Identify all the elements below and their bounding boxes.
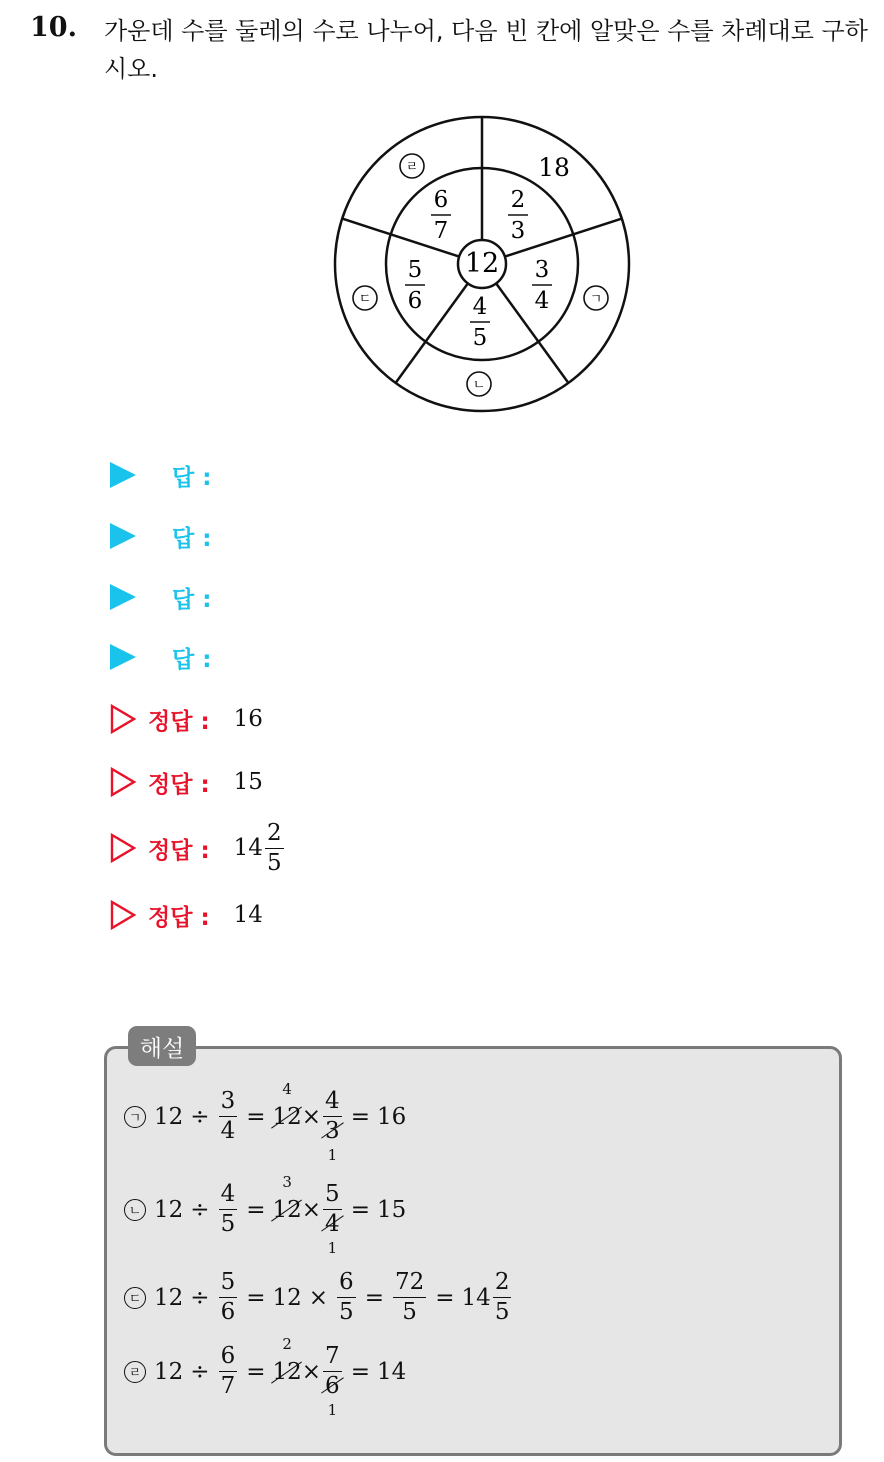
reciprocal-fraction: [337, 1271, 356, 1324]
solution-label: 정답 :: [148, 837, 210, 864]
divide-sign: ÷: [190, 1196, 210, 1223]
outer-marker-nieun: [467, 372, 491, 396]
play-triangle-icon: [110, 584, 136, 610]
divisor-fraction: [219, 1183, 238, 1236]
play-triangle-icon: [110, 644, 136, 670]
multiplicand: 12: [272, 1284, 302, 1311]
cancelled-value: 3: [325, 1118, 340, 1144]
reduced-value: 3: [282, 1172, 292, 1191]
inner-fraction-2-num: 3: [534, 257, 550, 283]
cancelled-number: [272, 1079, 302, 1130]
reduced-value: 4: [282, 1079, 292, 1098]
marker-rieul-text: ㄹ: [405, 160, 419, 175]
solution-value-mixed: [233, 819, 286, 876]
equals-sign: =: [246, 1196, 266, 1223]
answer-row-4: [110, 642, 211, 672]
times-sign: ×: [301, 1103, 322, 1130]
outline-triangle-icon: [110, 767, 136, 797]
cancelled-value: 12: [272, 1103, 302, 1130]
play-triangle-icon: [110, 462, 136, 488]
cancelled-denominator: [323, 1372, 342, 1419]
cancelled-value: 12: [272, 1358, 302, 1385]
inner-fraction-1: [508, 187, 528, 244]
inner-fraction-4: [405, 257, 425, 314]
play-triangle-icon: [110, 523, 136, 549]
outer-marker-rieul: [400, 154, 424, 178]
solution-row-3: [110, 819, 286, 876]
fraction-denominator: 5: [494, 1299, 510, 1325]
divide-sign: ÷: [190, 1358, 210, 1385]
outline-triangle-icon: [110, 704, 136, 734]
solution-label: 정답 :: [148, 904, 210, 931]
fraction-numerator: 2: [265, 822, 284, 849]
mixed-whole: 14: [461, 1284, 491, 1311]
answer-label: 답 :: [172, 646, 212, 673]
solution-row-4: [110, 895, 263, 935]
fraction-denominator: 7: [220, 1373, 236, 1399]
fraction-numerator: 6: [219, 1345, 238, 1372]
inner-fraction-4-den: 6: [407, 288, 423, 314]
mixed-fraction: [265, 819, 284, 876]
fraction-numerator: 5: [219, 1271, 238, 1298]
marker-circle: ㄷ: [124, 1287, 146, 1309]
outline-triangle-icon: [110, 900, 136, 930]
cancelled-value: 12: [272, 1196, 302, 1223]
reduced-value: 1: [327, 1401, 338, 1419]
solution-row-1: [110, 699, 263, 739]
outer-value-18: 18: [538, 153, 570, 182]
solution-label: 정답 :: [148, 771, 210, 798]
solution-row-2: [110, 762, 263, 802]
fraction-numerator: 5: [323, 1183, 342, 1210]
fraction-denominator: 5: [402, 1299, 417, 1325]
marker-giyeok-text: ㄱ: [589, 292, 603, 307]
explanation-tab: 해설: [128, 1026, 196, 1066]
fraction-numerator: 4: [323, 1090, 342, 1117]
equals-sign: =: [364, 1284, 384, 1311]
marker-circle: ㄹ: [124, 1361, 146, 1383]
fraction-denominator: 6: [220, 1299, 236, 1325]
reduced-value: 1: [327, 1239, 338, 1257]
wheel-spoke-4: [396, 283, 468, 383]
answer-row-2: [110, 521, 211, 551]
reciprocal-fraction: [323, 1343, 342, 1419]
solution-label: 정답 :: [148, 708, 210, 735]
inner-fraction-5-num: 6: [433, 187, 449, 213]
inner-fraction-2-den: 4: [534, 288, 550, 314]
dividend: 12: [154, 1358, 184, 1385]
fraction-numerator: 6: [337, 1271, 356, 1298]
divide-sign: ÷: [190, 1284, 210, 1311]
equals-sign: =: [350, 1358, 370, 1385]
answer-row-3: [110, 582, 211, 612]
fraction-denominator: 4: [220, 1118, 236, 1144]
wheel-spoke-3: [496, 283, 568, 383]
fraction-numerator: 7: [323, 1345, 342, 1372]
marker-digeut-text: ㄷ: [358, 292, 372, 307]
fraction-numerator: 4: [219, 1183, 238, 1210]
divisor-fraction: [219, 1271, 238, 1324]
marker-circle: ㄴ: [124, 1199, 146, 1221]
answer-label: 답 :: [172, 464, 212, 491]
divide-sign: ÷: [190, 1103, 210, 1130]
dividend: 12: [154, 1196, 184, 1223]
outer-marker-giyeok: [584, 286, 608, 310]
cancelled-value: 4: [325, 1211, 340, 1237]
fraction-numerator: 72: [393, 1271, 426, 1298]
reduced-value: 2: [282, 1334, 292, 1353]
equals-sign: =: [246, 1284, 266, 1311]
cancelled-denominator: [323, 1210, 342, 1257]
inner-fraction-3-den: 5: [472, 325, 488, 351]
marker-nieun-text: ㄴ: [472, 378, 486, 393]
solution-value: 15: [233, 769, 263, 795]
question-text: 가운데 수를 둘레의 수로 나누어, 다음 빈 칸에 알맞은 수를 차례대로 구하시오.: [104, 17, 868, 83]
explanation-line-2: [124, 1172, 407, 1257]
cancelled-number: [272, 1334, 302, 1385]
times-sign: ×: [308, 1284, 329, 1311]
fraction-denominator: 5: [339, 1299, 354, 1325]
equals-sign: =: [350, 1103, 370, 1130]
question-number: 10.: [30, 12, 77, 43]
inner-fraction-5: [431, 187, 451, 244]
divisor-fraction: [219, 1090, 238, 1143]
equals-sign: =: [435, 1284, 455, 1311]
inner-fraction-2: [532, 257, 552, 314]
reduced-value: 1: [327, 1146, 338, 1164]
dividend: 12: [154, 1284, 184, 1311]
times-sign: ×: [301, 1358, 322, 1385]
equals-sign: =: [246, 1103, 266, 1130]
inner-fraction-1-den: 3: [510, 218, 526, 244]
answer-label: 답 :: [172, 586, 212, 613]
solution-value: 14: [233, 902, 263, 928]
product-fraction: [393, 1271, 426, 1324]
center-value: 12: [464, 248, 500, 279]
solution-value: 16: [233, 706, 263, 732]
fraction-numerator: 2: [493, 1271, 512, 1298]
wheel-svg: [330, 112, 634, 416]
equals-sign: =: [246, 1358, 266, 1385]
fraction-denominator: 5: [266, 849, 282, 876]
inner-fraction-5-den: 7: [433, 218, 449, 244]
result: 14: [376, 1358, 407, 1385]
explanation-line-4: [124, 1334, 407, 1419]
cancelled-value: 6: [325, 1373, 340, 1399]
outline-triangle-icon: [110, 833, 136, 863]
answer-row-1: [110, 460, 211, 490]
reciprocal-fraction: [323, 1181, 342, 1257]
inner-fraction-1-num: 2: [510, 187, 526, 213]
result: 15: [376, 1196, 407, 1223]
reciprocal-fraction: [323, 1088, 342, 1164]
inner-fraction-4-num: 5: [407, 257, 423, 283]
result: 16: [376, 1103, 407, 1130]
divisor-fraction: [219, 1345, 238, 1398]
inner-fraction-3-num: 4: [472, 294, 488, 320]
inner-fraction-3: [470, 294, 490, 351]
cancelled-denominator: [323, 1117, 342, 1164]
explanation-line-3: [124, 1271, 513, 1324]
times-sign: ×: [301, 1196, 322, 1223]
mixed-fraction: [493, 1271, 512, 1324]
answer-label: 답 :: [172, 525, 212, 552]
explanation-line-1: [124, 1079, 407, 1164]
mixed-result: [462, 1271, 514, 1324]
dividend: 12: [154, 1103, 184, 1130]
equals-sign: =: [350, 1196, 370, 1223]
fraction-denominator: 5: [220, 1211, 236, 1237]
fraction-numerator: 3: [219, 1090, 238, 1117]
marker-circle: ㄱ: [124, 1106, 146, 1128]
mixed-whole: 14: [233, 835, 263, 861]
outer-marker-digeut: [353, 286, 377, 310]
cancelled-number: [272, 1172, 302, 1223]
division-wheel-diagram: [330, 112, 634, 416]
